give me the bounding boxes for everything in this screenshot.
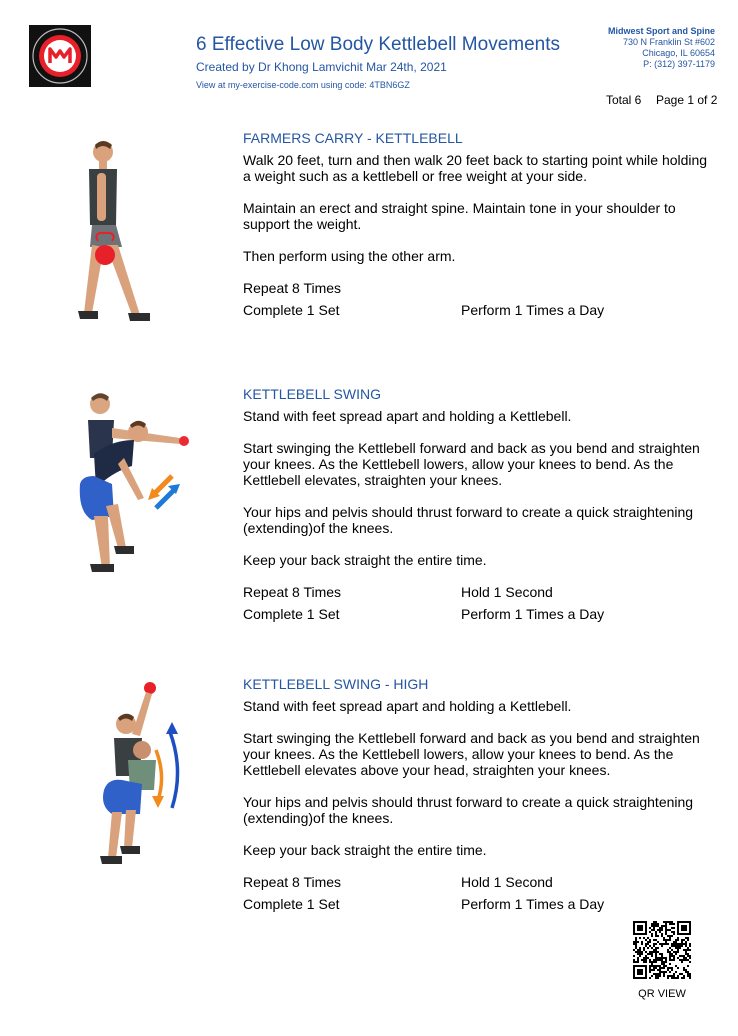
page-number: Page 1 of 2 xyxy=(656,93,718,107)
exercise-instruction: Start swinging the Kettlebell forward and back as you bend and straighten your knees. As the Kettlebell lowers, allow your knees to bend. As the Kettlebell elevates, straighten your knees. xyxy=(243,440,700,488)
exercise-instruction: Then perform using the other arm. xyxy=(243,248,456,264)
exercise-kettlebell-swing xyxy=(243,386,713,628)
exercise-title: KETTLEBELL SWING xyxy=(243,386,381,402)
repeat-count: Repeat 8 Times xyxy=(243,280,342,296)
exercise-dosage-row xyxy=(243,280,713,302)
exercise-dosage-row xyxy=(243,874,713,896)
frequency: Perform 1 Times a Day xyxy=(461,896,605,912)
document-title: 6 Effective Low Body Kettlebell Movements xyxy=(196,34,561,55)
kettlebell-swing-illustration xyxy=(72,388,197,588)
frequency: Perform 1 Times a Day xyxy=(461,606,605,622)
repeat-count: Repeat 8 Times xyxy=(243,874,342,890)
exercise-instruction: Stand with feet spread apart and holding a Kettlebell. xyxy=(243,698,572,714)
exercise-farmers-carry xyxy=(243,130,713,324)
exercise-dosage-row xyxy=(243,584,713,606)
exercise-instruction: Walk 20 feet, turn and then walk 20 feet back to starting point while holding a weight such as a kettlebell or free weight at your side. xyxy=(243,152,708,184)
exercise-instruction: Stand with feet spread apart and holding a Kettlebell. xyxy=(243,408,572,424)
exercise-kettlebell-swing-high xyxy=(243,676,713,918)
hold-duration: Hold 1 Second xyxy=(461,584,553,600)
clinic-info xyxy=(608,26,715,70)
created-by: Created by Dr Khong Lamvichit Mar 24th, 2021 xyxy=(196,60,447,74)
exercise-instruction: Your hips and pelvis should thrust forward to create a quick straightening (extending)of the knees. xyxy=(243,504,694,536)
clinic-phone: P: (312) 397-1179 xyxy=(643,59,715,69)
exercise-instruction: Keep your back straight the entire time. xyxy=(243,842,487,858)
clinic-address-1: 730 N Franklin St #602 xyxy=(622,37,715,47)
exercise-instruction: Keep your back straight the entire time. xyxy=(243,552,487,568)
clinic-logo xyxy=(29,25,91,87)
exercise-instruction: Start swinging the Kettlebell forward and back as you bend and straighten your knees. As the Kettlebell lowers, allow your knees to bend. As the Kettlebell elevates above your head, straighten your knees. xyxy=(243,730,700,778)
view-at-link[interactable]: View at my-exercise-code.com using code: 4TBN6GZ xyxy=(196,80,410,90)
repeat-count: Repeat 8 Times xyxy=(243,584,342,600)
set-count: Complete 1 Set xyxy=(243,606,340,622)
total-count: Total 6 xyxy=(606,93,642,107)
qr-code[interactable] xyxy=(633,921,691,979)
exercise-dosage-row xyxy=(243,896,713,918)
exercise-instruction: Your hips and pelvis should thrust forward to create a quick straightening (extending)of the knees. xyxy=(243,794,694,826)
qr-view-label: QR VIEW xyxy=(638,988,686,1000)
set-count: Complete 1 Set xyxy=(243,302,340,318)
exercise-dosage-row xyxy=(243,302,713,324)
hold-duration: Hold 1 Second xyxy=(461,874,553,890)
exercise-instruction: Maintain an erect and straight spine. Maintain tone in your shoulder to support the weight. xyxy=(243,200,676,232)
exercise-title: FARMERS CARRY - KETTLEBELL xyxy=(243,130,463,146)
kettlebell-swing-high-illustration xyxy=(88,680,198,880)
exercise-title: KETTLEBELL SWING - HIGH xyxy=(243,676,429,692)
set-count: Complete 1 Set xyxy=(243,896,340,912)
clinic-name: Midwest Sport and Spine xyxy=(607,26,715,36)
exercise-dosage-row xyxy=(243,606,713,628)
clinic-address-2: Chicago, IL 60654 xyxy=(642,48,715,58)
farmers-carry-illustration xyxy=(70,135,160,340)
frequency: Perform 1 Times a Day xyxy=(461,302,605,318)
